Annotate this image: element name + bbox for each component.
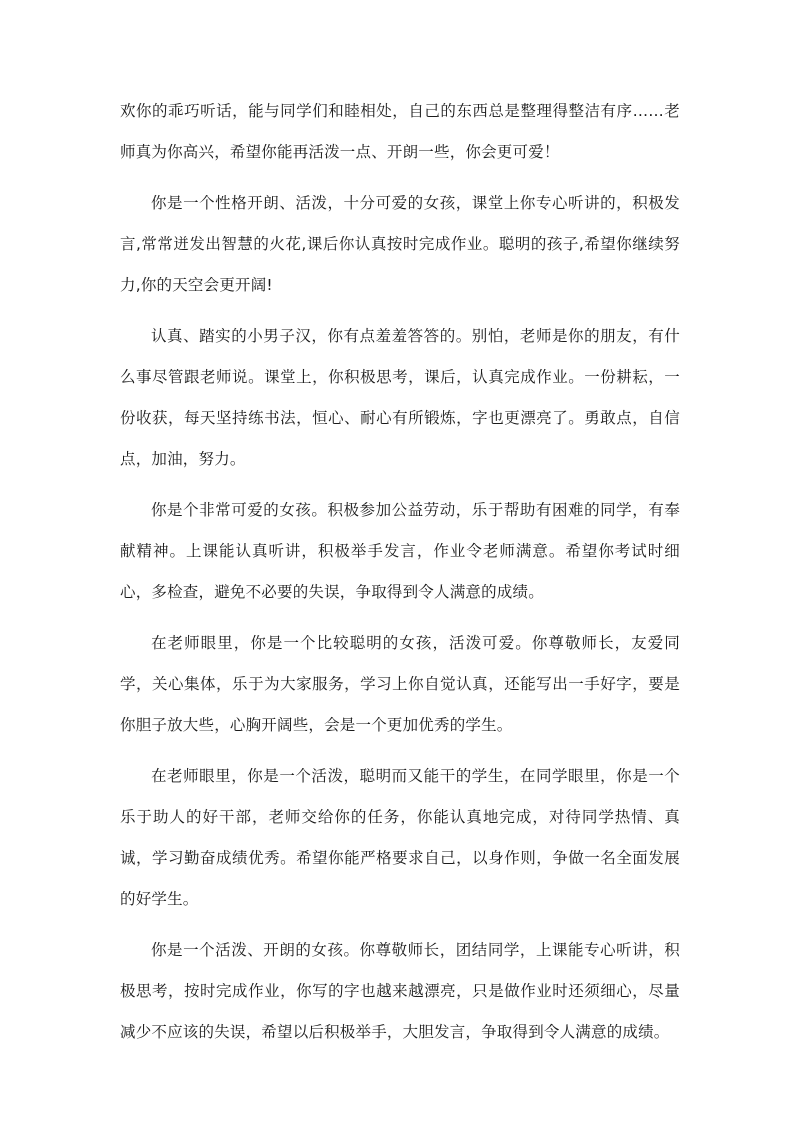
paragraph-5: 在老师眼里，你是一个比较聪明的女孩，活泼可爱。你尊敬师长，友爱同学，关心集体，乐于为大家服务，学习上你自觉认真，还能写出一手好字，要是你胆子放大些，心胸开阔些，会是一个更加优秀的学生。 <box>120 634 680 734</box>
paragraph-1: 欢你的乖巧听话，能与同学们和睦相处，自己的东西总是整理得整洁有序……老师真为你高兴，希望你能再活泼一点、开朗一些，你会更可爱！ <box>120 102 680 161</box>
document-body <box>120 91 680 1063</box>
paragraph-4: 你是个非常可爱的女孩。积极参加公益劳动，乐于帮助有困难的同学，有奉献精神。上课能认真听讲，积极举手发言，作业令老师满意。希望你考试时细心，多检查，避免不必要的失误，争取得到令人满意的成绩。 <box>120 501 680 601</box>
paragraph-2: 你是一个性格开朗、活泼，十分可爱的女孩，课堂上你专心听讲的，积极发言,常常迸发出智慧的火花,课后你认真按时完成作业。聪明的孩子,希望你继续努力,你的天空会更开阔! <box>120 194 680 294</box>
paragraph-6: 在老师眼里，你是一个活泼，聪明而又能干的学生，在同学眼里，你是一个乐于助人的好干部，老师交给你的任务，你能认真地完成，对待同学热情、真诚，学习勤奋成绩优秀。希望你能严格要求自己，以身作则，争做一名全面发展的好学生。 <box>120 767 680 908</box>
paragraph-3: 认真、踏实的小男子汉，你有点羞羞答答的。别怕，老师是你的朋友，有什么事尽管跟老师说。课堂上，你积极思考，课后，认真完成作业。一份耕耘，一份收获，每天坚持练书法，恒心、耐心有所锻炼，字也更漂亮了。勇敢点，自信点，加油，努力。 <box>120 327 680 468</box>
paragraph-7: 你是一个活泼、开朗的女孩。你尊敬师长，团结同学，上课能专心听讲，积极思考，按时完成作业，你写的字也越来越漂亮，只是做作业时还须细心，尽量减少不应该的失误，希望以后积极举手，大胆发言，争取得到令人满意的成绩。 <box>120 941 680 1041</box>
